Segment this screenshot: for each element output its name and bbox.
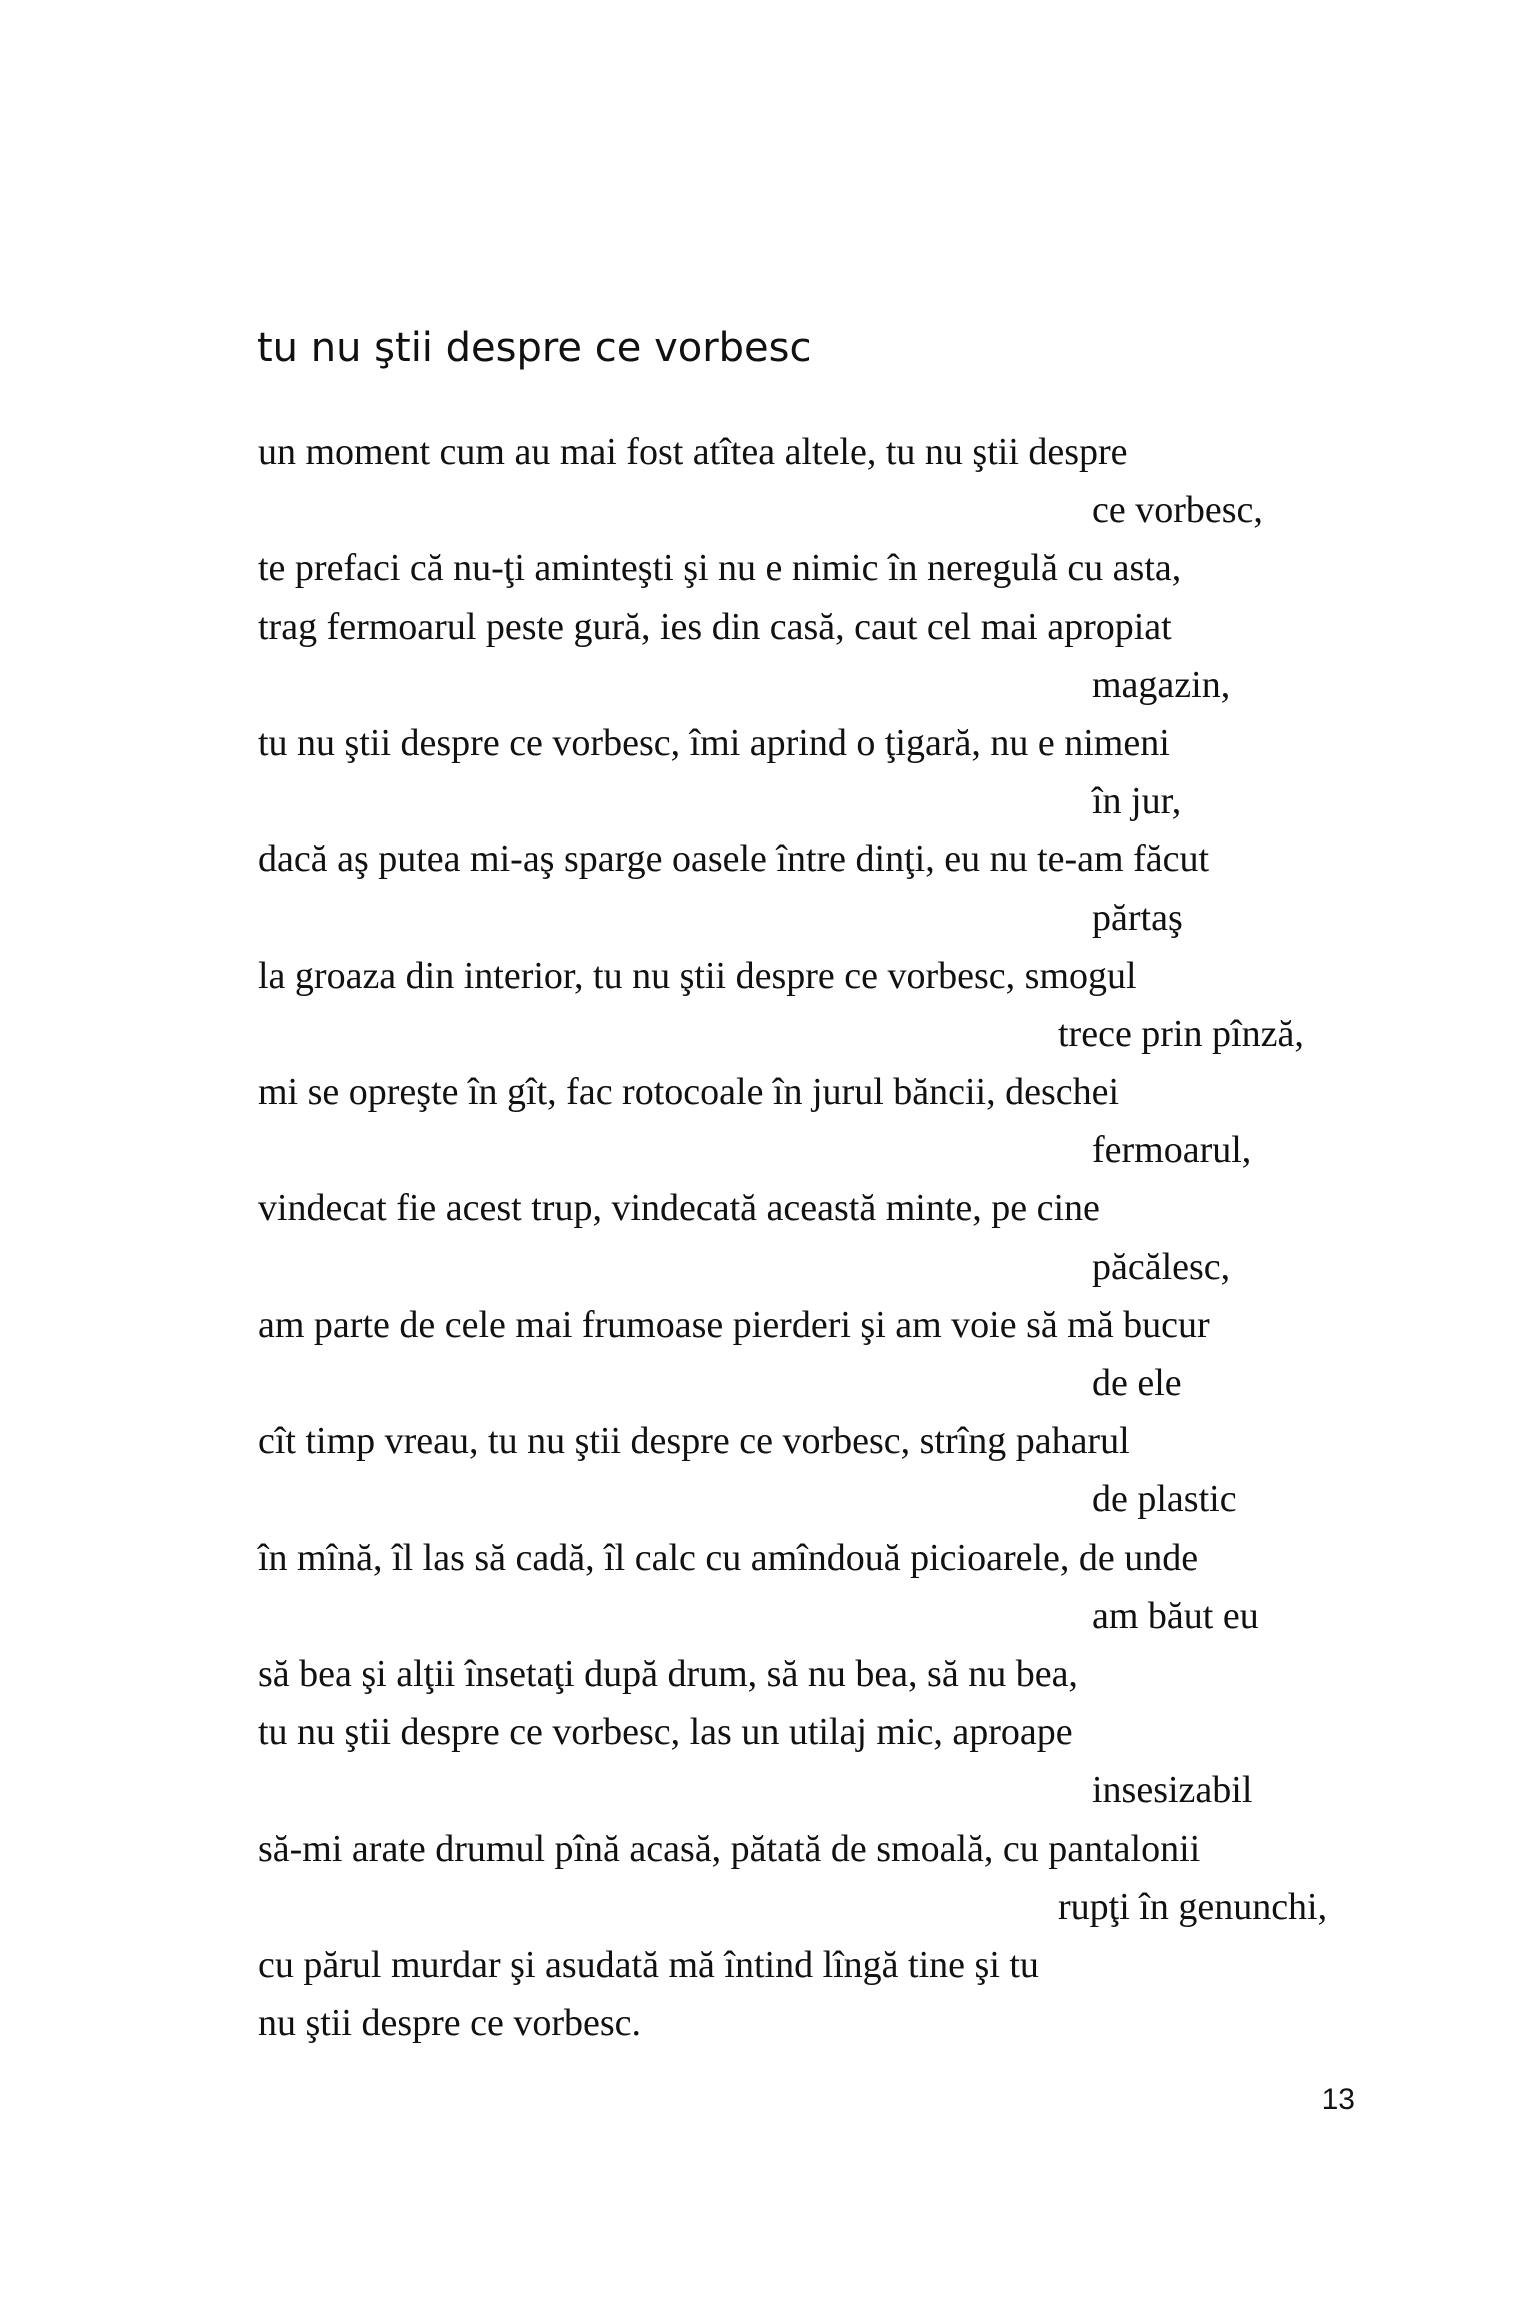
poem-line: tu nu ştii despre ce vorbesc, las un utilaj mic, aproape — [258, 1711, 1073, 1754]
poem-line-continuation: magazin, — [1092, 663, 1231, 706]
poem-line-continuation: fermoarul, — [1092, 1129, 1252, 1172]
poem-line-continuation: păcălesc, — [1092, 1245, 1231, 1288]
page-number: 13 — [1321, 2083, 1355, 2116]
poem-line: mi se opreşte în gît, fac rotocoale în jurul băncii, deschei — [258, 1071, 1120, 1114]
poem-line: dacă aş putea mi-aş sparge oasele între dinţi, eu nu te-am făcut — [258, 838, 1210, 881]
poem-line: să bea şi alţii însetaţi după drum, să nu bea, să nu bea, — [258, 1652, 1078, 1695]
poem-line-continuation: insesizabil — [1092, 1769, 1253, 1812]
poem-line-continuation: de ele — [1092, 1362, 1182, 1404]
poem-line: un moment cum au mai fost atîtea altele, tu nu ştii despre — [258, 431, 1128, 473]
poem-line-continuation: rupţi în genunchi, — [1058, 1885, 1328, 1928]
poem-title: tu nu ştii despre ce vorbesc — [257, 325, 812, 371]
poem-line: trag fermoarul peste gură, ies din casă, caut cel mai apropiat — [258, 605, 1172, 648]
poem-line-continuation: de plastic — [1092, 1478, 1237, 1521]
poem-line-continuation: am băut eu — [1092, 1594, 1259, 1637]
poem-line: cu părul murdar şi asudată mă întind lîngă tine şi tu — [258, 1943, 1039, 1986]
poem-body — [258, 423, 1368, 2052]
poem-line: nu ştii despre ce vorbesc. — [258, 2002, 642, 2045]
poem-line: vindecat fie acest trup, vindecată această minte, pe cine — [258, 1187, 1100, 1230]
poem-line-continuation: în jur, — [1092, 780, 1182, 823]
poem-line: tu nu ştii despre ce vorbesc, îmi aprind o ţigară, nu e nimeni — [258, 721, 1170, 764]
poem-line-continuation: părtaş — [1092, 896, 1183, 939]
poem-line: la groaza din interior, tu nu ştii despre ce vorbesc, smogul — [258, 954, 1137, 997]
poem-line: am parte de cele mai frumoase pierderi şi am voie să mă bucur — [258, 1303, 1210, 1346]
poem-line: să-mi arate drumul pînă acasă, pătată de smoală, cu pantalonii — [258, 1827, 1201, 1870]
poem-line: cît timp vreau, tu nu ştii despre ce vorbesc, strîng paharul — [258, 1420, 1130, 1463]
poem-line: te prefaci că nu-ţi aminteşti şi nu e nimic în neregulă cu asta, — [258, 547, 1182, 590]
poem-line-continuation: trece prin pînză, — [1058, 1012, 1304, 1055]
poem-line-continuation: ce vorbesc, — [1092, 489, 1263, 532]
poem-line: în mînă, îl las să cadă, îl calc cu amîndouă picioarele, de unde — [258, 1536, 1199, 1579]
